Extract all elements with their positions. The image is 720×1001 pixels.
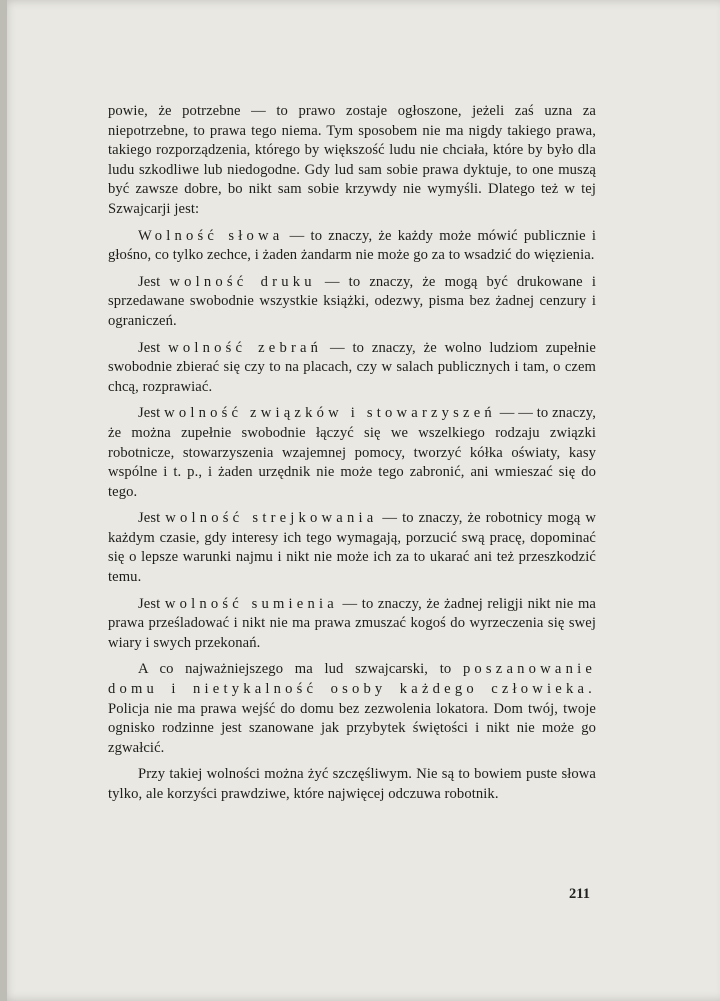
paragraph-home-inviolability: A co najważniejszego ma lud szwajcarski, to poszanowanie domu i nietykalność osoby każdego człowieka. Policja nie ma prawa wejść do domu bez zezwolenia lokatora. Dom twój, twoje ognisko rodzinne jest szanowane jak przybytek świętości i nikt nie może go zgwałcić.	[108, 661, 597, 756]
spaced-term: wolność związków i stowarzyszeń	[164, 405, 496, 422]
paragraph-freedom-to-strike: Jest wolność strejkowania — to znaczy, że robotnicy mogą w każdym czasie, gdy interesy ich tego wymagają, porzucić swą pracę, dopominać się o lepsze warunki najmu i nikt nie może ich za to ukarać ani też przeszkodzić temu.	[108, 510, 596, 586]
spaced-term: Wolność słowa	[138, 227, 284, 244]
paragraph-freedom-of-speech: Wolność słowa — to znaczy, że każdy może mówić publicznie i głośno, co tylko zechce, i żaden żandarm nie może go za to wsadzić do więzienia.	[108, 227, 596, 264]
spaced-term: wolność zebrań	[168, 339, 323, 356]
page-number: 211	[569, 886, 590, 902]
paragraph-freedom-of-assembly: Jest wolność zebrań — to znaczy, że wolno ludziom zupełnie swobodnie zbierać się czy to na placach, czy w salach publicznych i tam, o czem chcą, rozprawiać.	[108, 339, 597, 395]
spaced-term: poszanowanie domu i nietykalność osoby każdego człowieka.	[108, 661, 597, 698]
spaced-term: wolność druku	[169, 273, 316, 290]
page-edge-shadow	[0, 0, 7, 1001]
paragraph-conclusion: Przy takiej wolności można żyć szczęśliwym. Nie są to bowiem puste słowa tylko, ale korzyści prawdziwe, które najwięcej odczuwa robotnik.	[108, 766, 596, 802]
body-text	[108, 102, 596, 812]
paragraph-freedom-of-conscience: Jest wolność sumienia — to znaczy, że żadnej religji nikt nie ma prawa prześladować i nikt nie ma prawa zmuszać kogoś do wyrzeczenia się swej wiary i swych przekonań.	[108, 595, 597, 651]
spaced-term: wolność strejkowania	[165, 510, 378, 527]
paragraph-1: powie, że potrzebne — to prawo zostaje ogłoszone, jeżeli zaś uzna za niepotrzebne, to prawa tego niema. Tym sposobem nie ma nigdy takiego prawa, takiego rozporządzenia, którego by większość ludu nie chciała, które by było dla ludu szkodliwe lub niedogodne. Gdy lud sam sobie prawa dyktuje, to one muszą być zawsze dobre, bo nikt sam sobie krzywdy nie wymyśli. Dlatego też w tej Szwajcarji jest:	[108, 103, 596, 217]
paragraph-freedom-of-press: Jest wolność druku — to znaczy, że mogą być drukowane i sprzedawane swobodnie wszystkie książki, odezwy, pisma bez żadnej cenzury i ograniczeń.	[108, 273, 597, 329]
paragraph-freedom-of-association: Jest wolność związków i stowarzyszeń — — to znaczy, że można zupełnie swobodnie łączyć się we wszelkiego rodzaju związki robotnicze, stowarzyszenia wzajemnej pomocy, tworzyć kółka oświaty, kasy wspólne i t. p., i żaden urzędnik nie może tego zabronić, ani wmieszać się do tego.	[108, 405, 596, 500]
spaced-term: wolność sumienia	[164, 595, 338, 612]
